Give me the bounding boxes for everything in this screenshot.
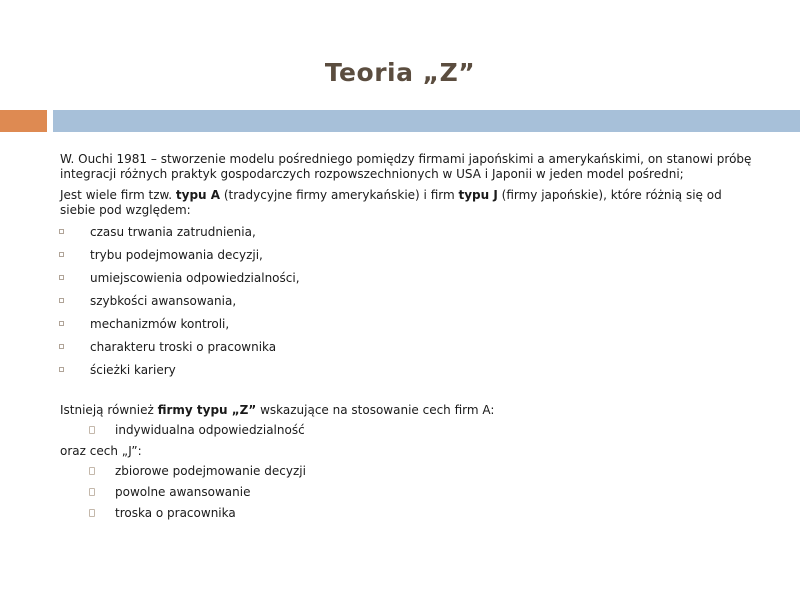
list-item — [60, 482, 760, 503]
j-features-list — [60, 461, 760, 524]
a-features-list — [60, 420, 760, 441]
list-item — [60, 461, 760, 482]
list-item — [60, 503, 760, 524]
list-item — [60, 336, 760, 359]
accent-band-blue — [53, 110, 800, 132]
square-bullet-icon — [59, 252, 64, 257]
z-text-2: wskazujące na stosowanie cech firm A: — [256, 403, 495, 417]
types-text-3: (firmy japońskie), które różnią się od siebie pod względem: — [60, 188, 722, 217]
list-item — [60, 221, 760, 244]
square-bullet-icon — [59, 344, 64, 349]
differences-list — [60, 221, 760, 382]
type-j-label: typu J — [458, 188, 498, 202]
list-item-text: troska o pracownika — [115, 506, 236, 520]
list-item-text: powolne awansowanie — [115, 485, 251, 499]
types-text-2: (tradycyjne firmy amerykańskie) i firm — [220, 188, 459, 202]
list-item — [60, 313, 760, 336]
list-item — [60, 244, 760, 267]
intro-paragraph: W. Ouchi 1981 – stworzenie modelu pośredniego pomiędzy firmami japońskimi a amerykańskimi, on stanowi próbę integracji różnych praktyk gospodarczych rozpowszechnionych w USA i Japonii w jeden model pośredni; — [60, 152, 752, 181]
list-item-text: mechanizmów kontroli, — [90, 317, 230, 331]
z-type-label: firmy typu „Z” — [157, 403, 257, 417]
list-item-text: umiejscowienia odpowiedzialności, — [90, 271, 300, 285]
type-a-label: typu A — [175, 188, 221, 202]
square-bullet-icon — [59, 229, 64, 234]
list-item-text: indywidualna odpowiedzialność — [115, 423, 305, 437]
z-text-1: Istnieją również — [60, 403, 158, 417]
spacer — [60, 382, 760, 400]
box-bullet-icon — [89, 488, 95, 496]
square-bullet-icon — [59, 275, 64, 280]
box-bullet-icon — [89, 467, 95, 475]
square-bullet-icon — [59, 298, 64, 303]
list-item-text: szybkości awansowania, — [90, 294, 237, 308]
types-text-1: Jest wiele firm tzw. — [60, 188, 176, 202]
list-item — [60, 290, 760, 313]
list-item-text: ścieżki kariery — [90, 363, 176, 377]
z-type-paragraph — [60, 400, 760, 420]
list-item-text: czasu trwania zatrudnienia, — [90, 225, 256, 239]
list-item-text: zbiorowe podejmowanie decyzji — [115, 464, 306, 478]
slide-content — [60, 152, 760, 524]
list-item — [60, 420, 760, 441]
list-item-text: trybu podejmowania decyzji, — [90, 248, 263, 262]
square-bullet-icon — [59, 367, 64, 372]
j-intro: oraz cech „J”: — [60, 444, 142, 458]
list-item — [60, 267, 760, 290]
list-item-text: charakteru troski o pracownika — [90, 340, 277, 354]
slide-title: Teoria „Z” — [324, 58, 476, 87]
accent-band-orange — [0, 110, 47, 132]
types-paragraph — [60, 188, 760, 218]
box-bullet-icon — [89, 426, 95, 434]
list-item — [60, 359, 760, 382]
box-bullet-icon — [89, 509, 95, 517]
square-bullet-icon — [59, 321, 64, 326]
